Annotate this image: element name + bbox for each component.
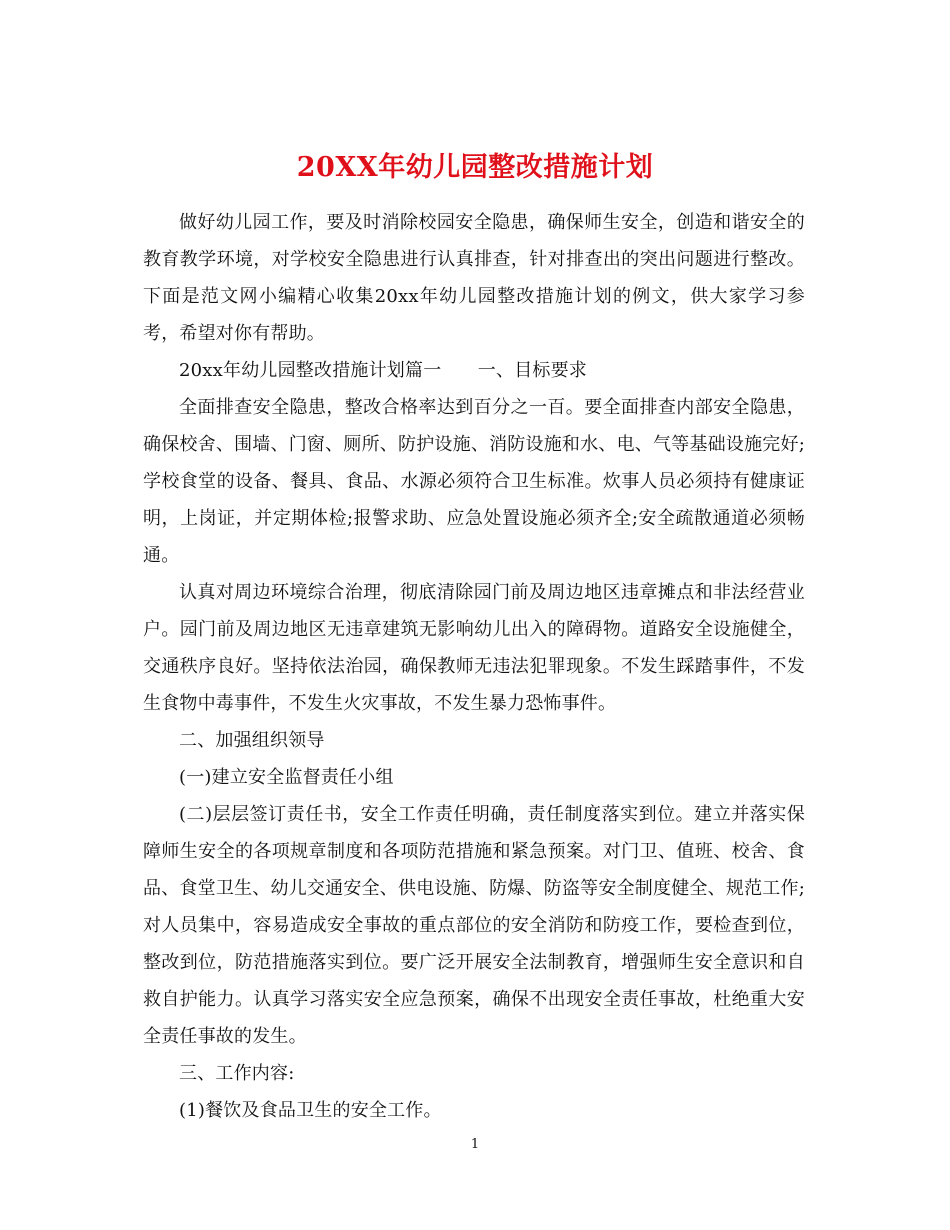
document-title: 20XX年幼儿园整改措施计划	[296, 152, 654, 184]
subheading-group: (一)建立安全监督责任小组	[179, 767, 394, 788]
document-body	[143, 204, 805, 1129]
section-heading-work-content: 三、工作内容:	[179, 1063, 295, 1084]
section-heading-leadership: 二、加强组织领导	[179, 730, 325, 751]
body-paragraph: 认真对周边环境综合治理，彻底清除园门前及周边地区违章摊点和非法经营业户。园门前及周边地区无违章建筑无影响幼儿出入的障碍物。道路安全设施健全，交通秩序良好。坚持依法治园，确保教师无违法犯罪现象。不发生踩踏事件，不发生食物中毒事件，不发生火灾事故，不发生暴力恐怖事件。	[143, 582, 805, 714]
intro-paragraph: 做好幼儿园工作，要及时消除校园安全隐患，确保师生安全，创造和谐安全的教育教学环境，对学校安全隐患进行认真排查，针对排查出的突出问题进行整改。下面是范文网小编精心收集20xx年幼儿园整改措施计划的例文，供大家学习参考，希望对你有帮助。	[143, 212, 805, 344]
body-paragraph: 全面排查安全隐患，整改合格率达到百分之一百。要全面排查内部安全隐患，确保校舍、围墙、门窗、厕所、防护设施、消防设施和水、电、气等基础设施完好;学校食堂的设备、餐具、食品、水源必须符合卫生标准。炊事人员必须持有健康证明，上岗证，并定期体检;报警求助、应急处置设施必须齐全;安全疏散通道必须畅通。	[143, 397, 805, 566]
section-heading-goals: 20xx年幼儿园整改措施计划篇一 一、目标要求	[179, 360, 588, 381]
body-paragraph: (二)层层签订责任书，安全工作责任明确，责任制度落实到位。建立并落实保障师生安全的各项规章制度和各项防范措施和紧急预案。对门卫、值班、校舍、食品、食堂卫生、幼儿交通安全、供电设施、防爆、防盗等安全制度健全、规范工作;对人员集中，容易造成安全事故的重点部位的安全消防和防疫工作，要检查到位，整改到位，防范措施落实到位。要广泛开展安全法制教育，增强师生安全意识和自救自护能力。认真学习落实安全应急预案，确保不出现安全责任事故，杜绝重大安全责任事故的发生。	[143, 804, 805, 1047]
subheading-food-safety: (1)餐饮及食品卫生的安全工作。	[179, 1100, 442, 1121]
page-number: 1	[470, 1137, 480, 1152]
